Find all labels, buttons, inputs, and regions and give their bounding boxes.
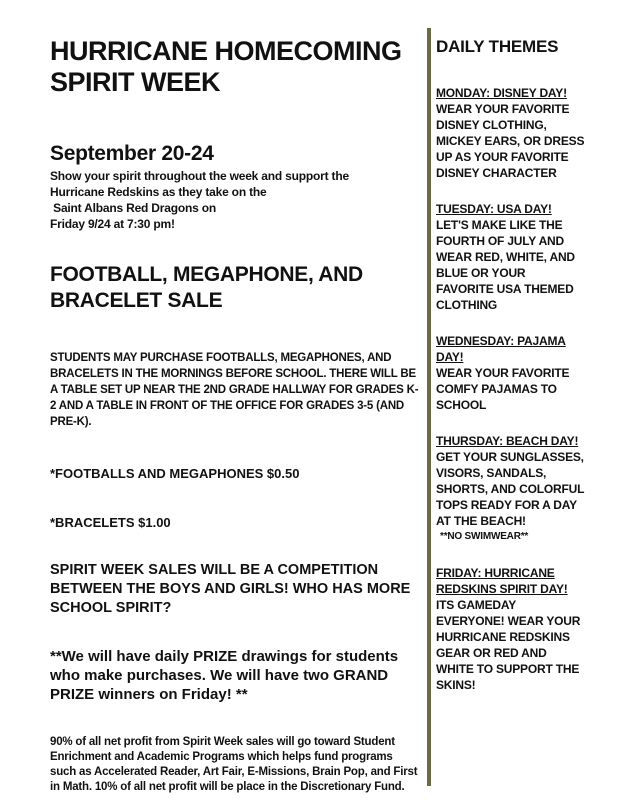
- theme-friday-day: FRIDAY: HURRICANE REDSKINS SPIRIT DAY!: [436, 566, 568, 596]
- sale-heading: [50, 262, 420, 314]
- theme-thursday-note: **NO SWIMWEAR**: [440, 531, 529, 542]
- price-bracelets: *BRACELETS $1.00: [50, 515, 171, 530]
- theme-wednesday-day: WEDNESDAY: PAJAMA DAY!: [436, 334, 566, 364]
- theme-wednesday-desc: WEAR YOUR FAVORITE COMFY PAJAMAS TO SCHOOL: [436, 366, 570, 412]
- intro-line-2: Hurricane Redskins as they take on the: [50, 185, 267, 199]
- intro-line-4: Friday 9/24 at 7:30 pm!: [50, 217, 175, 231]
- event-intro: [50, 168, 420, 232]
- theme-wednesday: [436, 333, 586, 413]
- theme-tuesday-day: TUESDAY: USA DAY!: [436, 202, 552, 216]
- sale-description: STUDENTS MAY PURCHASE FOOTBALLS, MEGAPHONES, AND BRACELETS IN THE MORNINGS BEFORE SCHOOL. THERE WILL BE A TABLE SET UP NEAR THE 2ND GRADE HALLWAY FOR GRADES K-2 AND A TABLE IN FRONT OF THE OFFICE FOR GRADES 3-5 (AND PRE-K).: [50, 352, 419, 428]
- title-line-2: SPIRIT WEEK: [50, 67, 221, 97]
- profit-notice: 90% of all net profit from Spirit Week sales will go toward Student Enrichment and Academic Programs which helps fund programs such as Accelerated Reader, Art Fair, E-Missions, Brain Pop, and First in Math. 10% of all net profit will be place in the Discretionary Fund.: [50, 736, 418, 793]
- daily-themes-column: [436, 36, 586, 693]
- intro-line-3: Saint Albans Red Dragons on: [50, 201, 216, 215]
- sale-heading-line-1: FOOTBALL, MEGAPHONE, AND: [50, 263, 363, 286]
- prize-notice: **We will have daily PRIZE drawings for students who make purchases. We will have two GRAND PRIZE winners on Friday! **: [50, 648, 399, 703]
- daily-themes-heading: DAILY THEMES: [436, 37, 559, 56]
- page-title: [50, 36, 420, 98]
- column-divider: [427, 28, 431, 786]
- theme-thursday: [436, 433, 586, 545]
- title-line-1: HURRICANE HOMECOMING: [50, 36, 402, 66]
- intro-line-1: Show your spirit throughout the week and support the: [50, 169, 349, 183]
- main-column: [50, 36, 420, 795]
- theme-tuesday: [436, 201, 586, 313]
- theme-monday: [436, 85, 586, 181]
- price-footballs-megaphones: *FOOTBALLS AND MEGAPHONES $0.50: [50, 466, 300, 481]
- theme-thursday-desc: GET YOUR SUNGLASSES, VISORS, SANDALS, SHORTS, AND COLORFUL TOPS READY FOR A DAY AT THE BEACH!: [436, 450, 584, 528]
- theme-monday-desc: WEAR YOUR FAVORITE DISNEY CLOTHING, MICKEY EARS, OR DRESS UP AS YOUR FAVORITE DISNEY CHARACTER: [436, 102, 585, 180]
- theme-thursday-day: THURSDAY: BEACH DAY!: [436, 434, 579, 448]
- theme-monday-day: MONDAY: DISNEY DAY!: [436, 86, 567, 100]
- competition-notice: SPIRIT WEEK SALES WILL BE A COMPETITION BETWEEN THE BOYS AND GIRLS! WHO HAS MORE SCHOOL SPIRIT?: [50, 562, 411, 616]
- theme-friday-desc: ITS GAMEDAY EVERYONE! WEAR YOUR HURRICANE REDSKINS GEAR OR RED AND WHITE TO SUPPORT THE SKINS!: [436, 598, 581, 692]
- event-date: September 20-24: [50, 142, 214, 165]
- theme-friday: [436, 565, 586, 693]
- theme-tuesday-desc: LET'S MAKE LIKE THE FOURTH OF JULY AND WEAR RED, WHITE, AND BLUE OR YOUR FAVORITE USA THEMED CLOTHING: [436, 218, 575, 312]
- sale-heading-line-2: BRACELET SALE: [50, 289, 223, 312]
